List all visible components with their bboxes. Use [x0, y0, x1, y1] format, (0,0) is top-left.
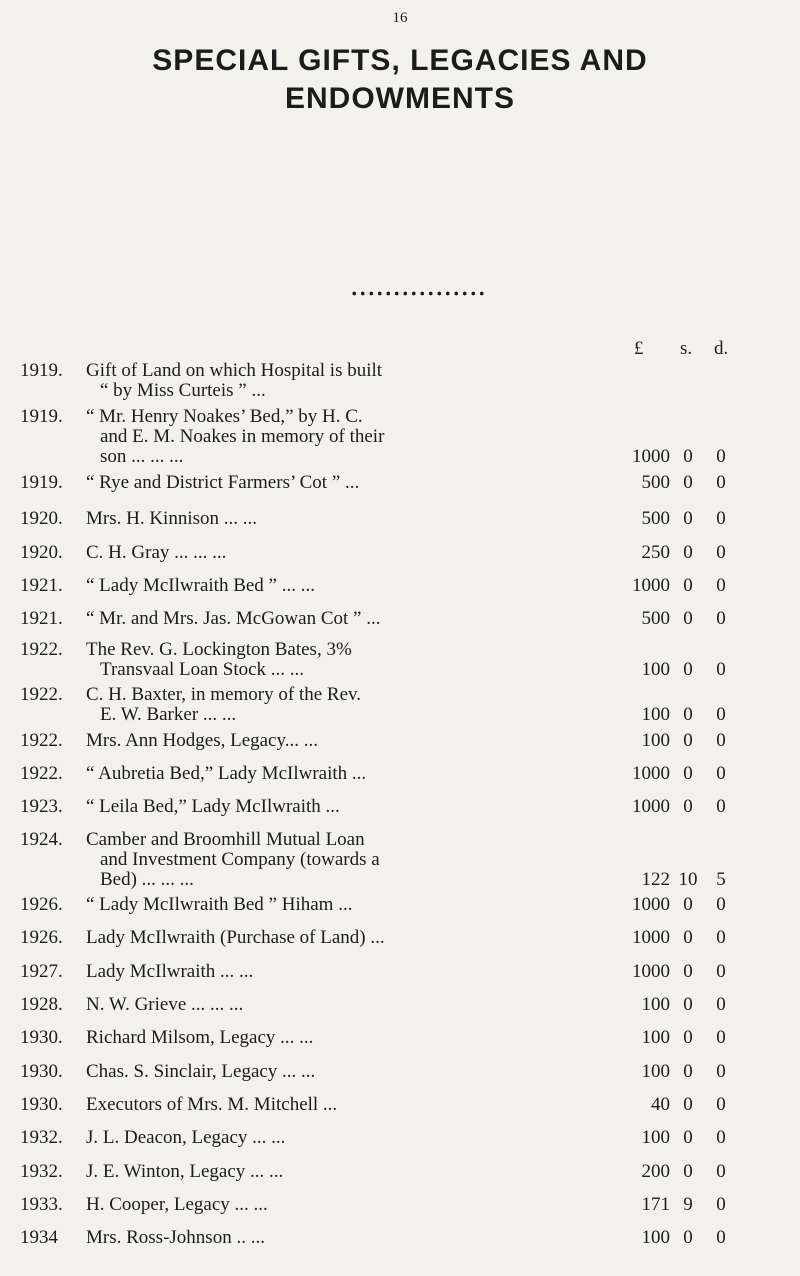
entry-amount [0, 995, 800, 1015]
amount-pence: 0 [716, 508, 726, 529]
entry-year: 1926. [20, 894, 63, 915]
amount-pounds: 1000 [632, 763, 670, 784]
entry-year: 1923. [20, 796, 63, 817]
entry-year: 1930. [20, 1094, 63, 1115]
amount-pounds: 200 [641, 1161, 670, 1182]
amount-pounds: 100 [641, 994, 670, 1015]
entry-year: 1932. [20, 1127, 63, 1148]
entry-year: 1919. [20, 360, 63, 381]
amount-pence: 0 [716, 894, 726, 915]
amount-pounds: 1000 [632, 961, 670, 982]
entry-year: 1932. [20, 1161, 63, 1182]
description-line: “ Mr. Henry Noakes’ Bed,” by H. C. [86, 406, 363, 427]
description-line: “ Rye and District Farmers’ Cot ” ... [86, 472, 360, 493]
amount-pounds: 122 [641, 869, 670, 890]
entry-amount [0, 509, 800, 529]
amount-pounds: 100 [641, 730, 670, 751]
amount-pence: 0 [716, 1027, 726, 1048]
amount-pence: 0 [716, 446, 726, 467]
description-line: Chas. S. Sinclair, Legacy ... ... [86, 1061, 316, 1082]
entry-year: 1919. [20, 406, 63, 427]
description-line: Lady McIlwraith ... ... [86, 961, 254, 982]
pence-column-header: d. [714, 338, 729, 359]
entry-year: 1922. [20, 730, 63, 751]
amount-shillings: 0 [683, 796, 693, 817]
amount-shillings: 10 [678, 869, 698, 890]
amount-pence: 0 [716, 927, 726, 948]
entry-year: 1922. [20, 684, 63, 705]
amount-pence: 0 [716, 796, 726, 817]
amount-pounds: 100 [641, 704, 670, 725]
entry-amount [0, 962, 800, 982]
entry-amount [0, 764, 800, 784]
entry-amount [0, 660, 800, 680]
entry-amount [0, 928, 800, 948]
amount-shillings: 0 [683, 894, 693, 915]
title-line-1: SPECIAL GIFTS, LEGACIES AND [152, 44, 648, 77]
description-line: Camber and Broomhill Mutual Loan [86, 829, 365, 850]
entry-year: 1928. [20, 994, 63, 1015]
amount-shillings: 0 [683, 542, 693, 563]
description-line: Lady McIlwraith (Purchase of Land) ... [86, 927, 385, 948]
amount-shillings: 0 [683, 763, 693, 784]
amount-pence: 5 [716, 869, 726, 890]
entry-amount [0, 576, 800, 596]
description-line: C. H. Baxter, in memory of the Rev. [86, 684, 362, 705]
amount-shillings: 0 [683, 575, 693, 596]
description-line: “ Mr. and Mrs. Jas. McGowan Cot ” ... [86, 608, 381, 629]
entry-year: 1921. [20, 575, 63, 596]
amount-pence: 0 [716, 1194, 726, 1215]
amount-pounds: 100 [641, 1027, 670, 1048]
amount-pence: 0 [716, 1094, 726, 1115]
amount-pence: 0 [716, 961, 726, 982]
pounds-column-header: £ [634, 338, 644, 359]
description-line: “ Aubretia Bed,” Lady McIlwraith ... [86, 763, 367, 784]
entry-year: 1924. [20, 829, 63, 850]
description-line: Richard Milsom, Legacy ... ... [86, 1027, 314, 1048]
description-line: J. E. Winton, Legacy ... ... [86, 1161, 284, 1182]
entry-year: 1919. [20, 472, 63, 493]
description-line: Gift of Land on which Hospital is built [86, 360, 383, 381]
amount-shillings: 0 [683, 608, 693, 629]
description-line: “ Lady McIlwraith Bed ” ... ... [86, 575, 315, 596]
amount-shillings: 0 [683, 446, 693, 467]
amount-pounds: 1000 [632, 446, 670, 467]
entry-amount [0, 731, 800, 751]
entry-amount [0, 1095, 800, 1115]
amount-shillings: 0 [683, 927, 693, 948]
amount-shillings: 0 [683, 1027, 693, 1048]
amount-shillings: 0 [683, 1161, 693, 1182]
amount-pounds: 250 [641, 542, 670, 563]
entry-amount [0, 1228, 800, 1248]
entry-amount [0, 609, 800, 629]
amount-pence: 0 [716, 1127, 726, 1148]
amount-shillings: 0 [683, 704, 693, 725]
amount-shillings: 0 [683, 659, 693, 680]
amount-pence: 0 [716, 472, 726, 493]
amount-pence: 0 [716, 730, 726, 751]
amount-pounds: 1000 [632, 927, 670, 948]
entry-year: 1921. [20, 608, 63, 629]
description-line: and Investment Company (towards a [100, 849, 380, 870]
description-line: N. W. Grieve ... ... ... [86, 994, 244, 1015]
amount-pence: 0 [716, 704, 726, 725]
amount-pence: 0 [716, 659, 726, 680]
amount-pence: 0 [716, 1161, 726, 1182]
entry-year: 1927. [20, 961, 63, 982]
entry-year: 1922. [20, 639, 63, 660]
entry-amount [0, 1162, 800, 1182]
description-line: son ... ... ... [100, 446, 184, 467]
amount-pounds: 100 [641, 1227, 670, 1248]
amount-pounds: 1000 [632, 894, 670, 915]
entry-year: 1934 [20, 1227, 58, 1248]
entry-amount [0, 895, 800, 915]
amount-pence: 0 [716, 575, 726, 596]
amount-pounds: 500 [641, 608, 670, 629]
title-line-2: ENDOWMENTS [285, 82, 515, 115]
description-line: “ by Miss Curteis ” ... [100, 380, 266, 401]
amount-shillings: 9 [683, 1194, 693, 1215]
description-line: “ Lady McIlwraith Bed ” Hiham ... [86, 894, 353, 915]
amount-pounds: 40 [651, 1094, 670, 1115]
entry-amount [0, 381, 800, 401]
amount-pence: 0 [716, 542, 726, 563]
entry-amount [0, 447, 800, 467]
description-line: The Rev. G. Lockington Bates, 3% [86, 639, 352, 660]
description-line: Executors of Mrs. M. Mitchell ... [86, 1094, 338, 1115]
entry-year: 1922. [20, 763, 63, 784]
entry-year: 1920. [20, 508, 63, 529]
entry-amount [0, 1195, 800, 1215]
amount-pounds: 171 [641, 1194, 670, 1215]
description-line: Bed) ... ... ... [100, 869, 194, 890]
description-line: C. H. Gray ... ... ... [86, 542, 227, 563]
entry-year: 1926. [20, 927, 63, 948]
amount-shillings: 0 [683, 1127, 693, 1148]
amount-pounds: 100 [641, 1127, 670, 1148]
amount-shillings: 0 [683, 1094, 693, 1115]
entry-year: 1920. [20, 542, 63, 563]
amount-pounds: 1000 [632, 796, 670, 817]
amount-shillings: 0 [683, 730, 693, 751]
amount-shillings: 0 [683, 1227, 693, 1248]
entry-amount [0, 543, 800, 563]
amount-shillings: 0 [683, 994, 693, 1015]
amount-pence: 0 [716, 763, 726, 784]
description-line: Mrs. H. Kinnison ... ... [86, 508, 258, 529]
amount-pounds: 500 [641, 472, 670, 493]
entry-amount [0, 705, 800, 725]
amount-shillings: 0 [683, 1061, 693, 1082]
entry-amount [0, 1028, 800, 1048]
amount-shillings: 0 [683, 472, 693, 493]
description-line: E. W. Barker ... ... [100, 704, 237, 725]
page-number: 16 [392, 10, 408, 26]
amount-pence: 0 [716, 994, 726, 1015]
description-line: H. Cooper, Legacy ... ... [86, 1194, 268, 1215]
amount-pounds: 1000 [632, 575, 670, 596]
entry-year: 1933. [20, 1194, 63, 1215]
description-line: J. L. Deacon, Legacy ... ... [86, 1127, 286, 1148]
entry-amount [0, 870, 800, 890]
entry-amount [0, 797, 800, 817]
entry-year: 1930. [20, 1027, 63, 1048]
entry-amount [0, 473, 800, 493]
amount-pence: 0 [716, 608, 726, 629]
amount-shillings: 0 [683, 961, 693, 982]
entry-amount [0, 1062, 800, 1082]
entry-year: 1930. [20, 1061, 63, 1082]
entry-amount [0, 1128, 800, 1148]
description-line: “ Leila Bed,” Lady McIlwraith ... [86, 796, 340, 817]
amount-pence: 0 [716, 1227, 726, 1248]
description-line: Mrs. Ross-Johnson .. ... [86, 1227, 265, 1248]
description-line: and E. M. Noakes in memory of their [100, 426, 385, 447]
description-line: Mrs. Ann Hodges, Legacy... ... [86, 730, 319, 751]
amount-pence: 0 [716, 1061, 726, 1082]
amount-pounds: 100 [641, 659, 670, 680]
amount-pounds: 100 [641, 1061, 670, 1082]
description-line: Transvaal Loan Stock ... ... [100, 659, 305, 680]
shillings-column-header: s. [680, 338, 693, 359]
amount-pounds: 500 [641, 508, 670, 529]
amount-shillings: 0 [683, 508, 693, 529]
